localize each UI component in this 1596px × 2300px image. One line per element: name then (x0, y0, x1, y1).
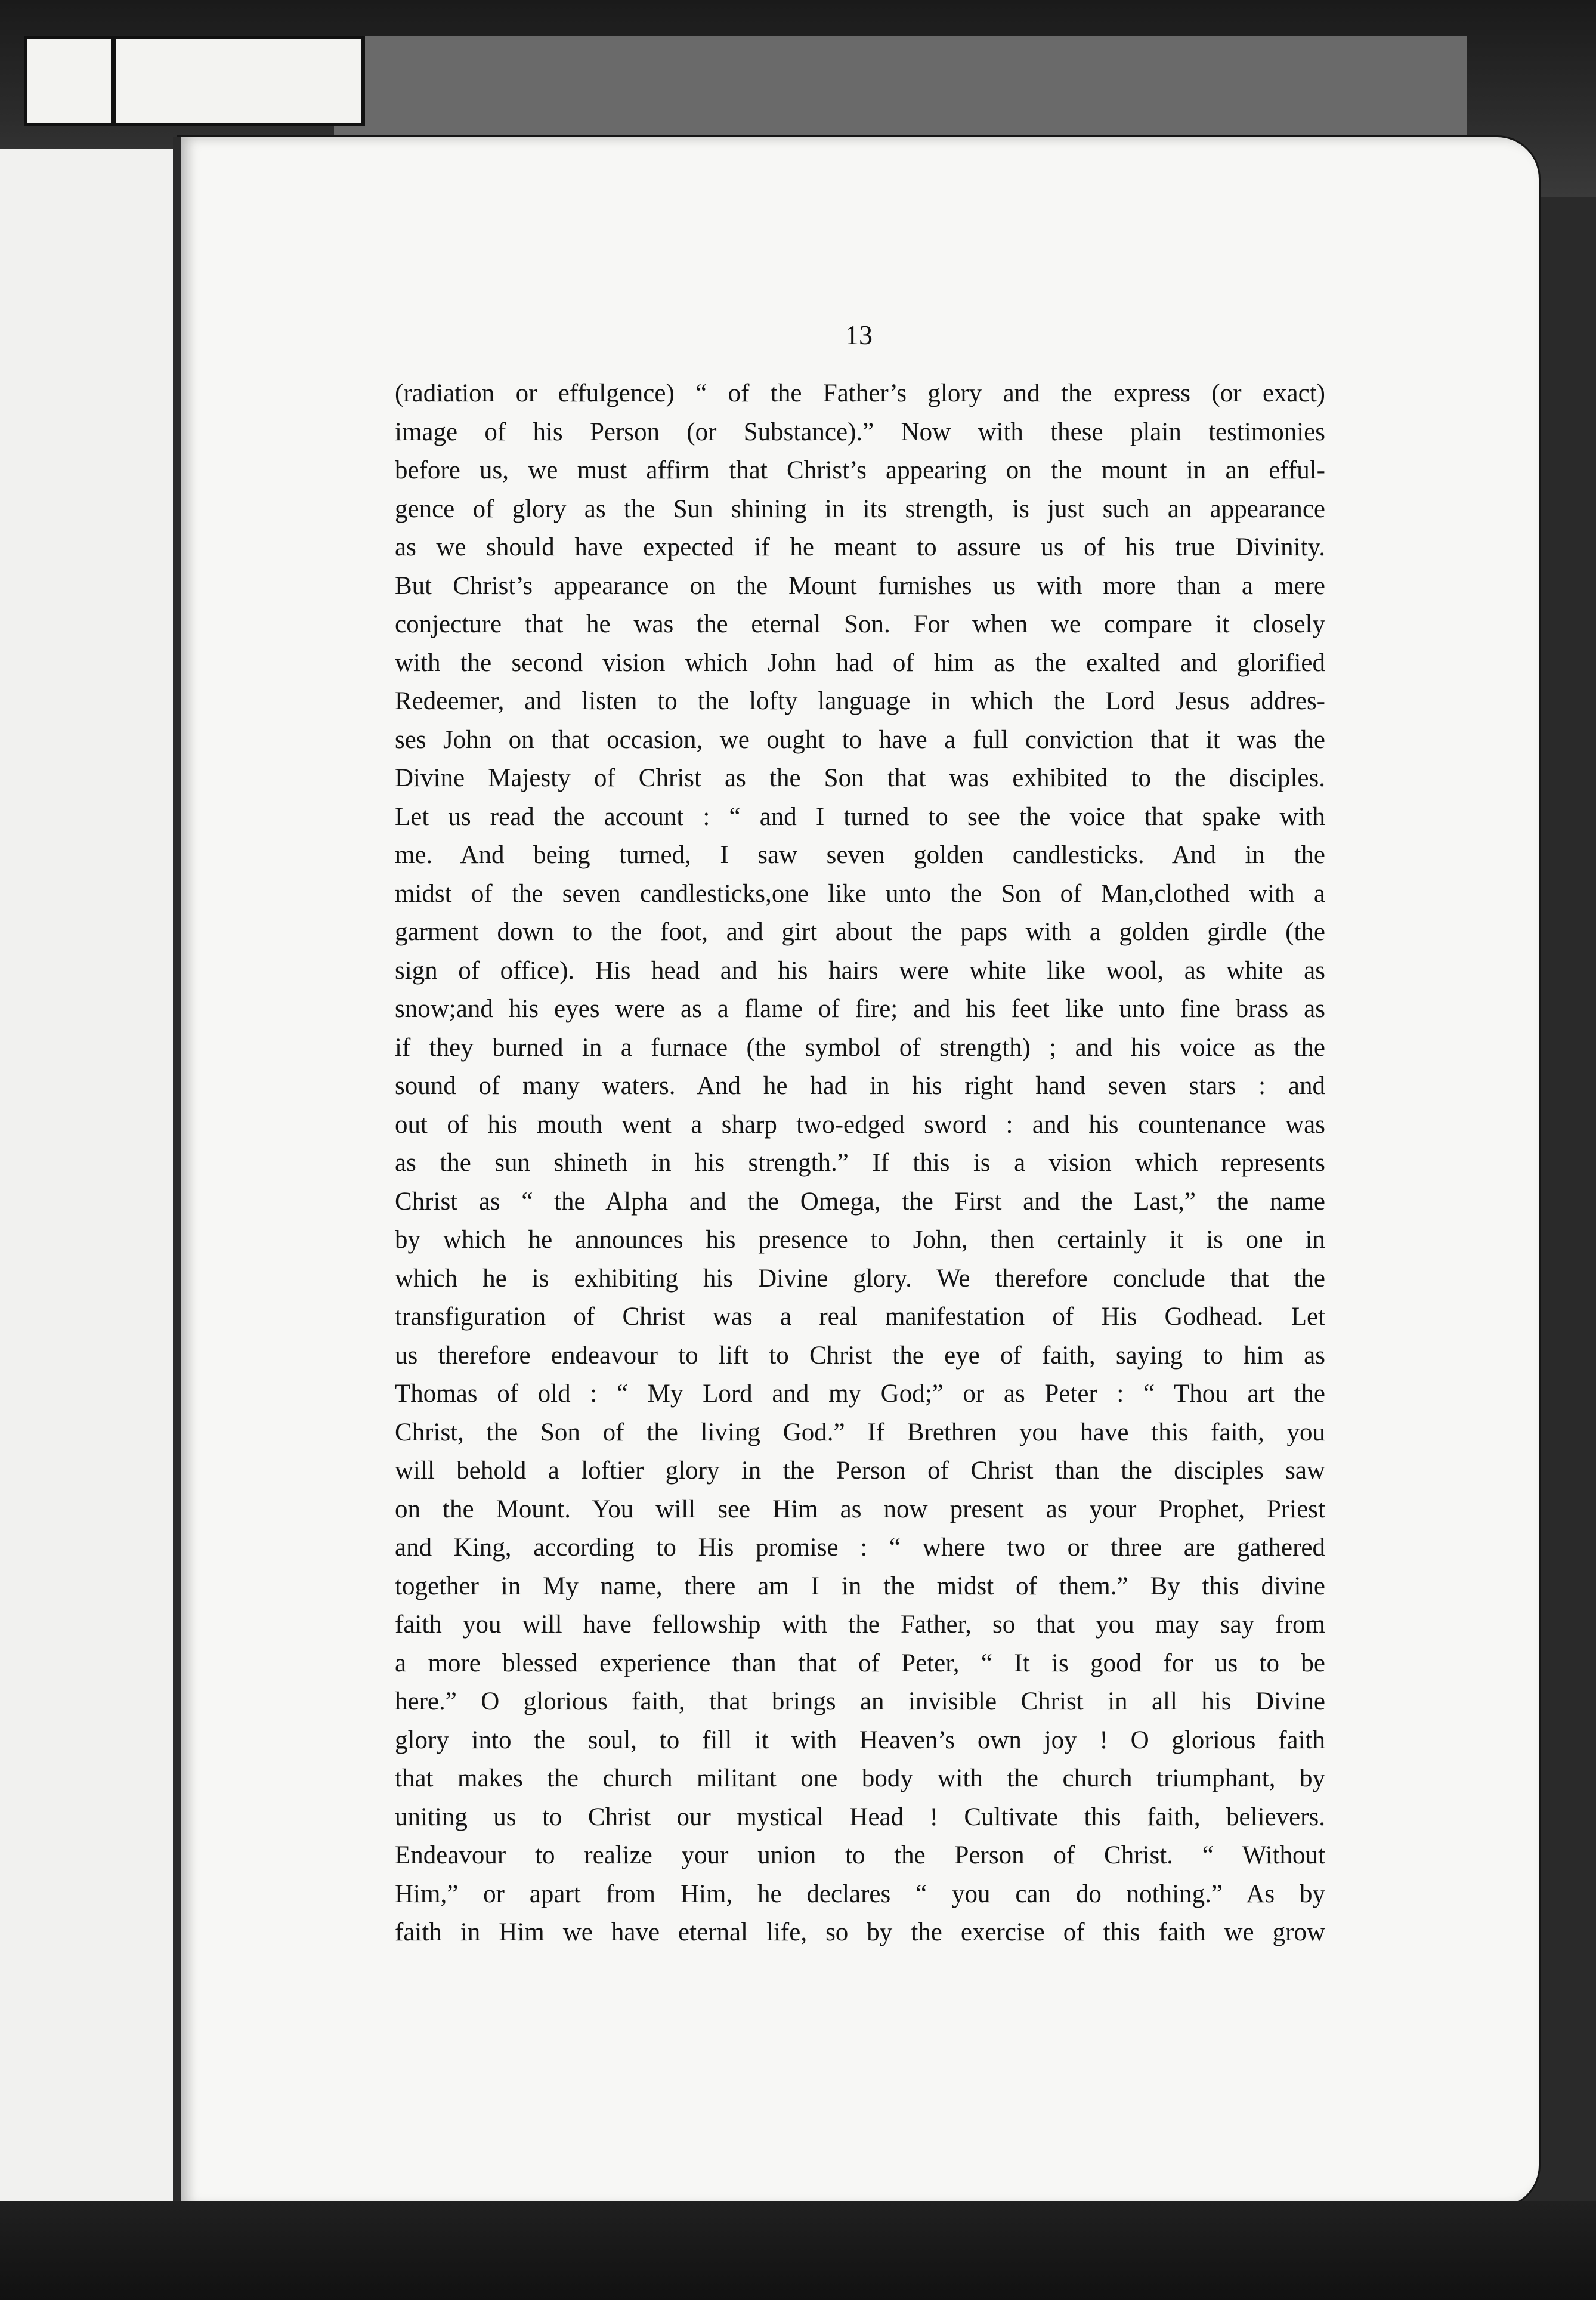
text-line: me. And being turned, I saw seven golden candlesticks. And in the (395, 841, 1325, 869)
text-line: Redeemer, and listen to the lofty language in which the Lord Jesus addres- (395, 687, 1325, 715)
text-line: midst of the seven candlesticks,one like unto the Son of Man,clothed with a (395, 879, 1325, 908)
text-line: which he is exhibiting his Divine glory. We therefore conclude that the (395, 1264, 1325, 1293)
text-line: Divine Majesty of Christ as the Son that was exhibited to the disciples. (395, 764, 1325, 792)
text-line: a more blessed experience than that of Peter, “ It is good for us to be (395, 1649, 1325, 1677)
scanner-background-bottom (0, 2201, 1596, 2300)
body-text (395, 375, 1325, 1952)
text-line: Endeavour to realize your union to the Person of Christ. “ Without (395, 1841, 1325, 1869)
text-line: by which he announces his presence to John, then certainly it is one in (395, 1226, 1325, 1254)
text-line: sound of many waters. And he had in his right hand seven stars : and (395, 1072, 1325, 1100)
text-line: Christ, the Son of the living God.” If Brethren you have this faith, you (395, 1418, 1325, 1446)
text-line: sign of office). His head and his hairs were white like wool, as white as (395, 956, 1325, 985)
text-line: uniting us to Christ our mystical Head ! Cultivate this faith, believers. (395, 1803, 1325, 1831)
text-line: glory into the soul, to fill it with Heaven’s own joy ! O glorious faith (395, 1726, 1325, 1754)
text-line: Let us read the account : “ and I turned to see the voice that spake with (395, 802, 1325, 831)
text-line: will behold a loftier glory in the Person of Christ than the disciples saw (395, 1457, 1325, 1485)
text-line: before us, we must affirm that Christ’s appearing on the mount in an efful- (395, 456, 1325, 484)
text-line: garment down to the foot, and girt about the paps with a golden girdle (the (395, 918, 1325, 946)
text-line: here.” O glorious faith, that brings an invisible Christ in all his Divine (395, 1687, 1325, 1715)
text-line: if they burned in a furnace (the symbol of strength) ; and his voice as the (395, 1033, 1325, 1062)
text-line: image of his Person (or Substance).” Now with these plain testimonies (395, 418, 1325, 446)
text-line: on the Mount. You will see Him as now present as your Prophet, Priest (395, 1495, 1325, 1523)
text-line: Him,” or apart from Him, he declares “ you can do nothing.” As by (395, 1879, 1325, 1908)
text-line: and King, according to His promise : “ where two or three are gathered (395, 1534, 1325, 1562)
text-line: conjecture that he was the eternal Son. For when we compare it closely (395, 610, 1325, 638)
text-line: ses John on that occasion, we ought to have a full conviction that it was the (395, 725, 1325, 754)
text-line: transfiguration of Christ was a real manifestation of His Godhead. Let (395, 1303, 1325, 1331)
page-number: 13 (845, 320, 873, 350)
text-line: faith in Him we have eternal life, so by the exercise of this faith we grow (395, 1918, 1325, 1946)
book-spine (173, 137, 181, 2207)
text-line: snow;and his eyes were as a flame of fire; and his feet like unto fine brass as (395, 995, 1325, 1023)
text-line: faith you will have fellowship with the Father, so that you may say from (395, 1610, 1325, 1639)
text-line: Thomas of old : “ My Lord and my God;” or as Peter : “ Thou art the (395, 1380, 1325, 1408)
text-line: us therefore endeavour to lift to Christ the eye of faith, saying to him as (395, 1341, 1325, 1370)
text-line: with the second vision which John had of him as the exalted and glorified (395, 648, 1325, 677)
left-page-edge (0, 149, 183, 2213)
text-line: as we should have expected if he meant to assure us of his true Divinity. (395, 533, 1325, 561)
text-line: out of his mouth went a sharp two-edged sword : and his countenance was (395, 1110, 1325, 1139)
text-line: together in My name, there am I in the midst of them.” By this divine (395, 1572, 1325, 1600)
left-page-tab (24, 36, 365, 126)
text-line: (radiation or effulgence) “ of the Father’s glory and the express (or exact) (395, 379, 1325, 407)
text-line: Christ as “ the Alpha and the Omega, the First and the Last,” the name (395, 1187, 1325, 1216)
text-line: But Christ’s appearance on the Mount furnishes us with more than a mere (395, 571, 1325, 600)
text-line: that makes the church militant one body with the church triumphant, by (395, 1764, 1325, 1792)
text-line: as the sun shineth in his strength.” If this is a vision which represents (395, 1149, 1325, 1177)
text-line: gence of glory as the Sun shining in its strength, is just such an appearance (395, 494, 1325, 523)
